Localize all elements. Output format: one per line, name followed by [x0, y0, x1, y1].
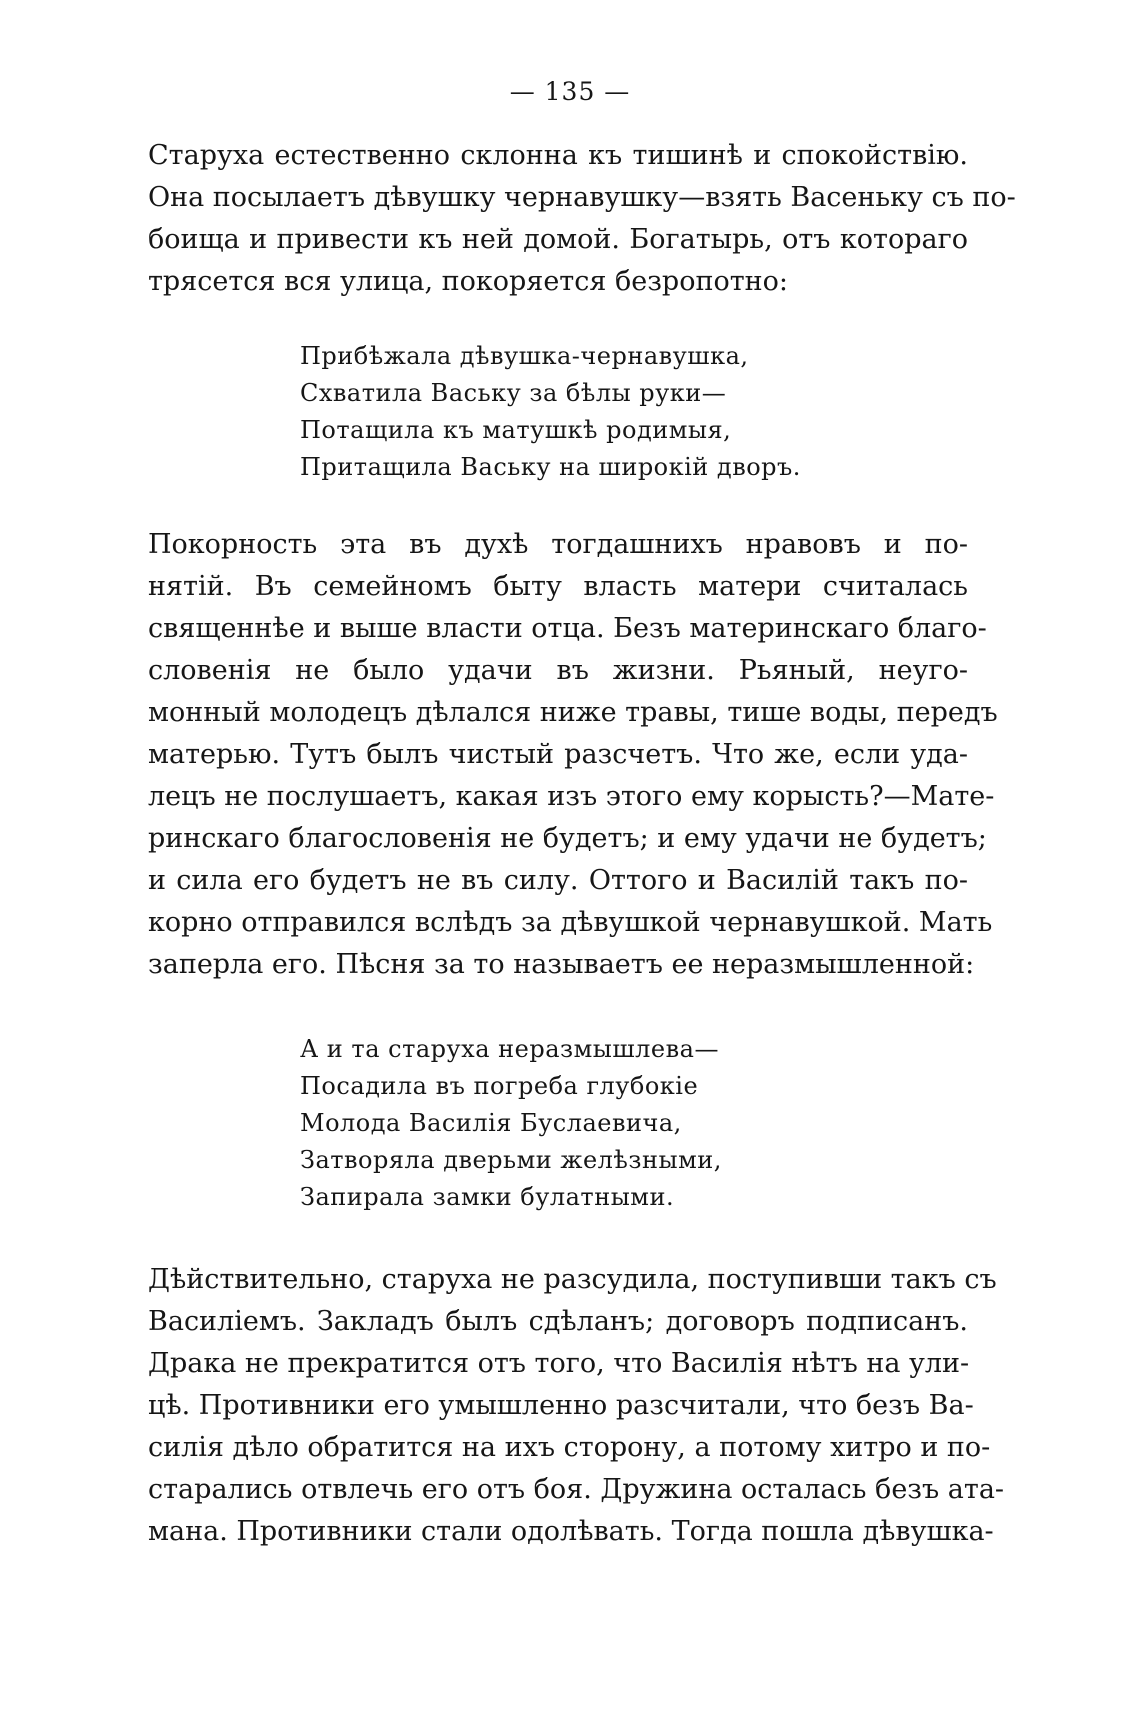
verse-line: Посадила въ погреба глубокіе	[300, 1072, 699, 1100]
text-line: Старуха естественно склонна къ тишинѣ и спокойствію.	[148, 140, 968, 171]
text-line: старались отвлечь его отъ боя. Дружина осталась безъ ата-	[148, 1474, 1005, 1505]
text-line: цѣ. Противники его умышленно разсчитали, что безъ Ва-	[148, 1390, 974, 1421]
text-line: ринскаго благословенія не будетъ; и ему удачи не будетъ;	[148, 823, 987, 854]
text-line: священнѣе и выше власти отца. Безъ материнскаго благо-	[148, 613, 987, 644]
verse-line: Затворяла дверьми желѣзными,	[300, 1146, 722, 1174]
text-line: трясется вся улица, покоряется безропотно:	[148, 266, 789, 297]
text-line: мана. Противники стали одолѣвать. Тогда пошла дѣвушка-	[148, 1516, 994, 1547]
text-line: Дѣйствительно, старуха не разсудила, поступивши такъ съ	[148, 1264, 997, 1295]
text-line: боища и привести къ ней домой. Богатырь, отъ котораго	[148, 224, 968, 255]
text-line: Василіемъ. Закладъ былъ сдѣланъ; договоръ подписанъ.	[148, 1306, 968, 1337]
verse-line: Притащила Ваську на широкій дворъ.	[300, 453, 801, 481]
text-line: Покорность эта въ духѣ тогдашнихъ нравовъ и по-	[148, 529, 968, 560]
text-line: и сила его будетъ не въ силу. Оттого и Василій такъ по-	[148, 865, 968, 896]
page-number: — 135 —	[509, 77, 631, 106]
text-line: словенія не было удачи въ жизни. Рьяный, неуго-	[148, 655, 968, 686]
verse-line: Молода Василія Буслаевича,	[300, 1109, 682, 1137]
text-line: матерью. Тутъ былъ чистый разсчетъ. Что же, если уда-	[148, 739, 968, 770]
text-line: Она посылаетъ дѣвушку чернавушку—взять Васеньку съ по-	[148, 182, 1016, 213]
text-line: силія дѣло обратится на ихъ сторону, а потому хитро и по-	[148, 1432, 991, 1463]
text-line: нятій. Въ семейномъ быту власть матери считалась	[148, 571, 968, 602]
verse-line: Потащила къ матушкѣ родимыя,	[300, 416, 732, 444]
verse-line: Схватила Ваську за бѣлы руки—	[300, 379, 727, 407]
text-line: монный молодецъ дѣлался ниже травы, тише воды, передъ	[148, 697, 998, 728]
text-line: корно отправился вслѣдъ за дѣвушкой чернавушкой. Мать	[148, 907, 993, 938]
verse-line: Прибѣжала дѣвушка-чернавушка,	[300, 342, 749, 370]
verse-line: А и та старуха неразмышлева—	[300, 1035, 719, 1063]
text-line: лецъ не послушаетъ, какая изъ этого ему корысть?—Мате-	[148, 781, 995, 812]
verse-line: Запирала замки булатными.	[300, 1183, 675, 1211]
text-line: заперла его. Пѣсня за то называетъ ее неразмышленной:	[148, 949, 975, 980]
text-line: Драка не прекратится отъ того, что Василія нѣтъ на ули-	[148, 1348, 970, 1379]
